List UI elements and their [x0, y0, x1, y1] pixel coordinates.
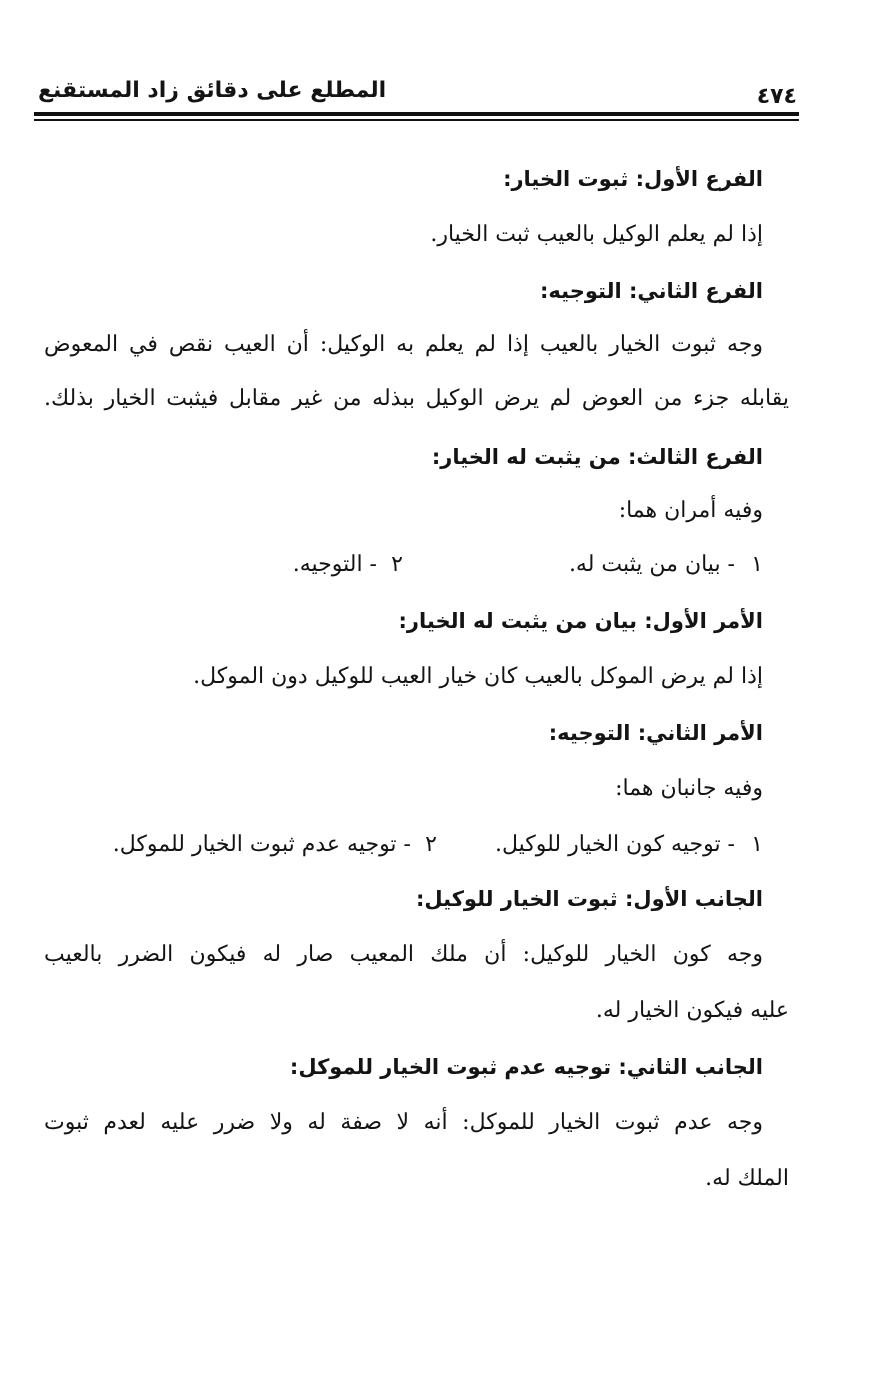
list-item-text: - بيان من يثبت له. [568, 552, 735, 577]
paragraph-first-matter: إذا لم يرض الموكل بالعيب كان خيار العيب للوكيل دون الموكل. [193, 664, 763, 689]
heading-first-side: الجانب الأول: ثبوت الخيار للوكيل: [415, 887, 763, 911]
list-item-number: ١ [751, 832, 763, 857]
heading-second-side: الجانب الثاني: توجيه عدم ثبوت الخيار للموكل: [289, 1055, 763, 1079]
header-rule-thin [34, 119, 799, 121]
paragraph-second-side-line-1: وجه عدم ثبوت الخيار للموكل: أنه لا صفة له ولا ضرر عليه لعدم ثبوت [44, 1110, 763, 1135]
list-sides [44, 828, 763, 862]
list-item-number: ٢ [391, 552, 403, 577]
paragraph-first-branch: إذا لم يعلم الوكيل بالعيب ثبت الخيار. [430, 222, 763, 247]
book-title: المطلع على دقائق زاد المستقنع [38, 78, 387, 103]
paragraph-first-side-line-2: عليه فيكون الخيار له. [595, 998, 789, 1023]
heading-first-matter: الأمر الأول: بيان من يثبت له الخيار: [398, 609, 763, 633]
paragraph-second-side-line-2: الملك له. [705, 1166, 789, 1191]
list-item-text: - التوجيه. [292, 552, 377, 577]
paragraph-first-side-line-1: وجه كون الخيار للوكيل: أن ملك المعيب صار له فيكون الضرر بالعيب [44, 942, 763, 967]
list-item-text: - توجيه كون الخيار للوكيل. [494, 832, 735, 857]
paragraph-second-branch-line-2: يقابله جزء من العوض لم يرض الوكيل ببذله من غير مقابل فيثبت الخيار بذلك. [44, 386, 789, 411]
paragraph-second-branch-line-1: وجه ثبوت الخيار بالعيب إذا لم يعلم به الوكيل: أن العيب نقص في المعوض [44, 332, 763, 357]
list-matters [44, 548, 763, 582]
page-number: ٤٧٤ [756, 84, 797, 109]
list-item-text: - توجيه عدم ثبوت الخيار للموكل. [112, 832, 411, 857]
heading-second-matter: الأمر الثاني: التوجيه: [548, 721, 763, 745]
heading-first-branch: الفرع الأول: ثبوت الخيار: [503, 167, 763, 191]
running-header [38, 74, 797, 108]
header-rule-thick [34, 112, 799, 116]
list-item-number: ١ [751, 552, 763, 577]
list-item-number: ٢ [425, 832, 437, 857]
heading-second-branch: الفرع الثاني: التوجيه: [540, 279, 763, 303]
paragraph-two-matters: وفيه أمران هما: [618, 498, 763, 523]
paragraph-two-sides: وفيه جانبان هما: [615, 776, 763, 801]
heading-third-branch: الفرع الثالث: من يثبت له الخيار: [431, 445, 763, 469]
